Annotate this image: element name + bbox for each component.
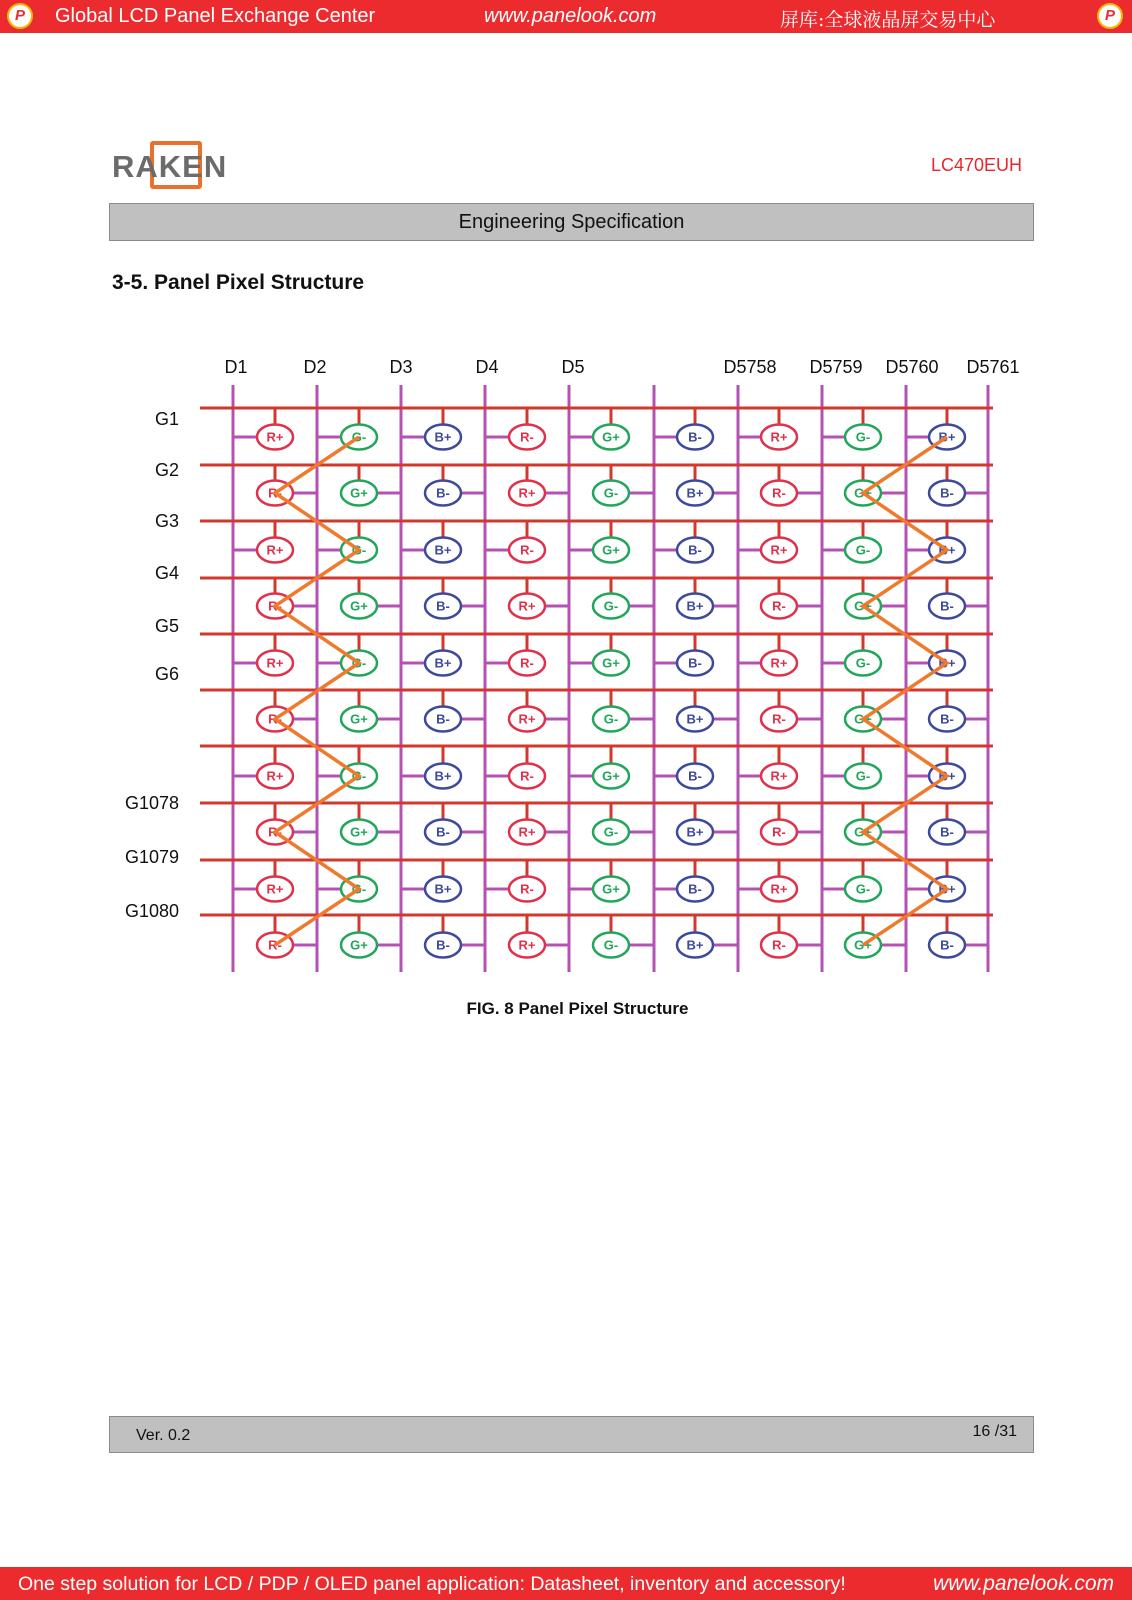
data-line-label: D5760	[885, 357, 939, 377]
pixel-label: G+	[854, 824, 872, 840]
pixel-label: R+	[266, 881, 284, 897]
panelook-logo-icon-right: P	[1097, 3, 1123, 29]
bottom-banner-url-link[interactable]: www.panelook.com	[933, 1572, 1114, 1595]
banner-title: Global LCD Panel Exchange Center	[55, 5, 376, 27]
pixel-label: R-	[520, 655, 534, 671]
pixel-label: G+	[350, 711, 368, 727]
panelook-logo-icon: P	[7, 3, 33, 29]
pixel-label: R-	[772, 711, 786, 727]
pixel-label: G-	[855, 655, 871, 671]
gate-line-label: G5	[154, 616, 179, 636]
pixel-label: B+	[938, 768, 956, 784]
pixel-label: B-	[688, 768, 702, 784]
top-banner	[0, 0, 1132, 33]
bottom-banner-message: One step solution for LCD / PDP / OLED panel application: Datasheet, inventory and accessory!	[18, 1573, 846, 1595]
pixel-label: B-	[688, 881, 702, 897]
pixel-label: G-	[351, 881, 367, 897]
pixel-label: R-	[772, 824, 786, 840]
pixel-label: B+	[434, 768, 452, 784]
data-line-label: D5759	[809, 357, 863, 377]
pixel-label: B+	[686, 598, 704, 614]
pixel-label: B-	[940, 937, 954, 953]
pixel-label: G-	[855, 542, 871, 558]
pixel-label: R+	[266, 655, 284, 671]
pixel-label: B+	[686, 711, 704, 727]
pixel-label: G+	[350, 824, 368, 840]
pixel-label: B+	[434, 542, 452, 558]
gate-line-label: G2	[154, 460, 179, 480]
pixel-label: G+	[602, 881, 620, 897]
gate-line-label: G1079	[124, 847, 179, 867]
raken-logo	[112, 141, 232, 193]
gate-line-label: G6	[154, 664, 179, 684]
pixel-label: G-	[855, 768, 871, 784]
logo-wordmark: RAKEN	[112, 149, 228, 184]
pixel-label: G+	[854, 711, 872, 727]
pixel-label: B+	[686, 485, 704, 501]
pixel-label: G-	[351, 429, 367, 445]
pixel-label: B-	[940, 598, 954, 614]
section-title: 3-5. Panel Pixel Structure	[112, 271, 365, 294]
pixel-label: R-	[268, 824, 282, 840]
pixel-label: R+	[518, 824, 536, 840]
data-line-label: D2	[303, 357, 327, 377]
pixel-label: R-	[520, 768, 534, 784]
pixel-label: B-	[436, 937, 450, 953]
pixel-label: B-	[436, 485, 450, 501]
pixel-label: G+	[602, 429, 620, 445]
pixel-label: B-	[940, 711, 954, 727]
pixel-label: G+	[854, 598, 872, 614]
pixel-label: B+	[686, 937, 704, 953]
pixel-label: R+	[770, 542, 788, 558]
pixel-label: R-	[772, 485, 786, 501]
pixel-label: G-	[855, 881, 871, 897]
pixel-label: R+	[266, 768, 284, 784]
pixel-label: B-	[436, 598, 450, 614]
pixel-label: B+	[938, 429, 956, 445]
spec-title-bar	[109, 203, 1034, 241]
pixel-label: G+	[602, 542, 620, 558]
pixel-label: R-	[268, 937, 282, 953]
pixel-label: G-	[855, 429, 871, 445]
gate-line-label: G1080	[124, 901, 179, 921]
pixel-label: B+	[434, 655, 452, 671]
pixel-label: G+	[854, 485, 872, 501]
pixel-label: G+	[350, 598, 368, 614]
pixel-label: R-	[520, 429, 534, 445]
pixel-label: B-	[688, 429, 702, 445]
pixel-label: R-	[772, 937, 786, 953]
gate-line-label: G1	[154, 409, 179, 429]
pixel-label: R+	[770, 881, 788, 897]
banner-url-link[interactable]: www.panelook.com	[484, 5, 657, 27]
pixel-label: B+	[938, 881, 956, 897]
pixel-label: G+	[854, 937, 872, 953]
data-line-label: D1	[224, 357, 248, 377]
pixel-label: R-	[520, 542, 534, 558]
pixel-label: B+	[434, 881, 452, 897]
pixel-label: R+	[266, 542, 284, 558]
pixel-label: R-	[268, 711, 282, 727]
pixel-label: B-	[940, 485, 954, 501]
data-line-label: D5761	[966, 357, 1020, 377]
pixel-label: B+	[686, 824, 704, 840]
pixel-label: R+	[770, 655, 788, 671]
pixel-label: R+	[770, 768, 788, 784]
pixel-label: B-	[688, 655, 702, 671]
pixel-label: B-	[688, 542, 702, 558]
footer-bar	[109, 1416, 1034, 1453]
page-number: 16 /31	[972, 1423, 1017, 1440]
pixel-label: R-	[520, 881, 534, 897]
pixel-label: G+	[350, 485, 368, 501]
gate-line-label: G3	[154, 511, 179, 531]
pixel-label: G-	[351, 655, 367, 671]
pixel-label: R-	[268, 485, 282, 501]
pixel-label: B-	[436, 711, 450, 727]
banner-chinese-title: 屏库:全球液晶屏交易中心	[780, 9, 996, 31]
spec-title: Engineering Specification	[458, 211, 685, 233]
pixel-label: R-	[772, 598, 786, 614]
pixel-label: B+	[938, 542, 956, 558]
figure-caption: FIG. 8 Panel Pixel Structure	[466, 999, 689, 1018]
gate-line-label: G1078	[124, 793, 179, 813]
pixel-label: G-	[351, 542, 367, 558]
pixel-label: G-	[603, 824, 619, 840]
pixel-label: G-	[603, 937, 619, 953]
pixel-label: R+	[518, 711, 536, 727]
pixel-label: B-	[436, 824, 450, 840]
pixel-label: B-	[940, 824, 954, 840]
pixel-label: R-	[268, 598, 282, 614]
pixel-label: R+	[770, 429, 788, 445]
data-line-label: D3	[389, 357, 413, 377]
pixel-label: G+	[602, 768, 620, 784]
gate-line-label: G4	[154, 563, 179, 583]
pixel-label: B+	[938, 655, 956, 671]
pixel-label: G-	[603, 711, 619, 727]
pixel-label: R+	[518, 485, 536, 501]
pixel-label: G-	[603, 485, 619, 501]
pixel-label: G-	[351, 768, 367, 784]
pixel-label: B+	[434, 429, 452, 445]
pixel-label: R+	[518, 937, 536, 953]
pixel-label: R+	[266, 429, 284, 445]
bottom-banner	[0, 1567, 1132, 1600]
pixel-label: G+	[350, 937, 368, 953]
data-line-label: D5758	[723, 357, 777, 377]
pixel-label: G+	[602, 655, 620, 671]
pixel-structure-diagram	[0, 350, 1040, 980]
pixel-label: R+	[518, 598, 536, 614]
data-line-label: D4	[475, 357, 499, 377]
version-label: Ver. 0.2	[136, 1427, 191, 1444]
pixel-label: G-	[603, 598, 619, 614]
model-number: LC470EUH	[931, 155, 1023, 175]
data-line-label: D5	[561, 357, 585, 377]
